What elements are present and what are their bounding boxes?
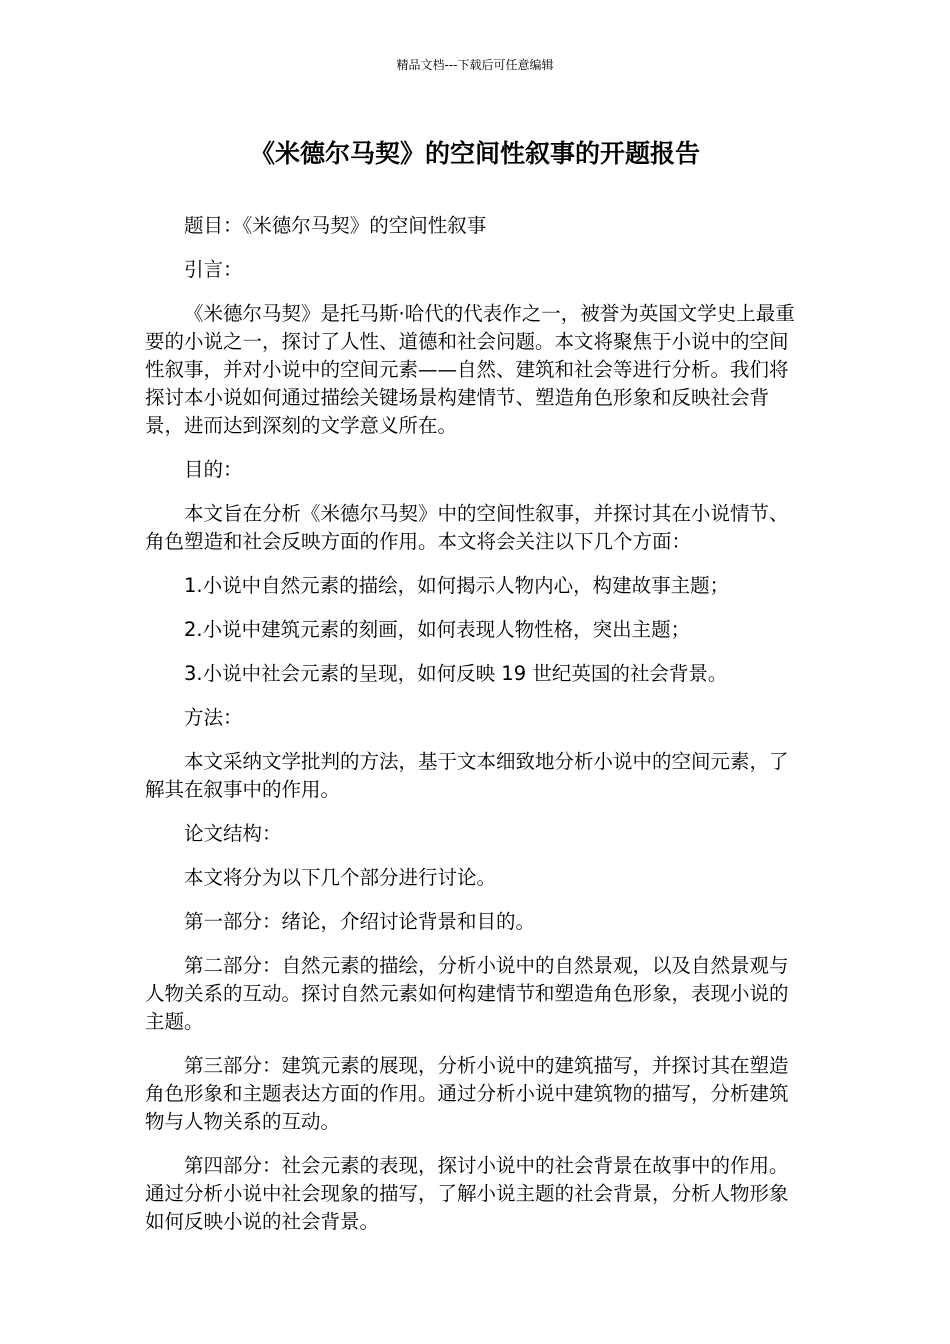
paragraph-method: 本文采纳文学批判的方法，基于文本细致地分析小说中的空间元素，了解其在叙事中的作用。 (145, 750, 789, 801)
paragraph-part-2: 第二部分：自然元素的描绘，分析小说中的自然景观，以及自然景观与人物关系的互动。探讨自然元素如何构建情节和塑造角色形象，表现小说的主题。 (145, 954, 789, 1033)
list-item-2: 2.小说中建筑元素的刻画，如何表现人物性格，突出主题； (184, 618, 691, 641)
header-note: 精品文档---下载后可任意编辑 (396, 58, 554, 72)
paragraph-structure-intro: 本文将分为以下几个部分进行讨论。 (184, 866, 497, 889)
paragraph-part-3: 第三部分：建筑元素的展现，分析小说中的建筑描写，并探讨其在塑造角色形象和主题表达方面的作用。通过分析小说中建筑物的描写，分析建筑物与人物关系的互动。 (145, 1054, 789, 1133)
heading-purpose: 目的： (184, 458, 243, 481)
paragraph-introduction: 《米德尔马契》是托马斯·哈代的代表作之一，被誉为英国文学史上最重要的小说之一，探讨了人性、道德和社会问题。本文将聚焦于小说中的空间性叙事，并对小说中的空间元素——自然、建筑和社会等进行分析。我们将探讨本小说如何通过描绘关键场景构建情节、塑造角色形象和反映社会背景，进而达到深刻的文学意义所在。 (145, 302, 795, 437)
list-item-3: 3.小说中社会元素的呈现，如何反映 19 世纪英国的社会背景。 (184, 662, 728, 685)
paragraph-part-1: 第一部分：绪论，介绍讨论背景和目的。 (184, 910, 536, 933)
paragraph-part-4: 第四部分：社会元素的表现，探讨小说中的社会背景在故事中的作用。通过分析小说中社会现象的描写，了解小说主题的社会背景，分析人物形象如何反映小说的社会背景。 (145, 1154, 789, 1233)
paragraph-topic: 题目：《米德尔马契》的空间性叙事 (184, 214, 487, 237)
document-title: 《米德尔马契》的空间性叙事的开题报告 (249, 139, 700, 168)
heading-introduction: 引言： (184, 258, 243, 281)
document-body (145, 212, 805, 1252)
list-item-1: 1.小说中自然元素的描绘，如何揭示人物内心，构建故事主题； (184, 574, 730, 597)
heading-structure: 论文结构： (184, 822, 282, 845)
heading-method: 方法： (184, 706, 243, 729)
paragraph-purpose: 本文旨在分析《米德尔马契》中的空间性叙事，并探讨其在小说情节、角色塑造和社会反映方面的作用。本文将会关注以下几个方面： (145, 502, 789, 553)
